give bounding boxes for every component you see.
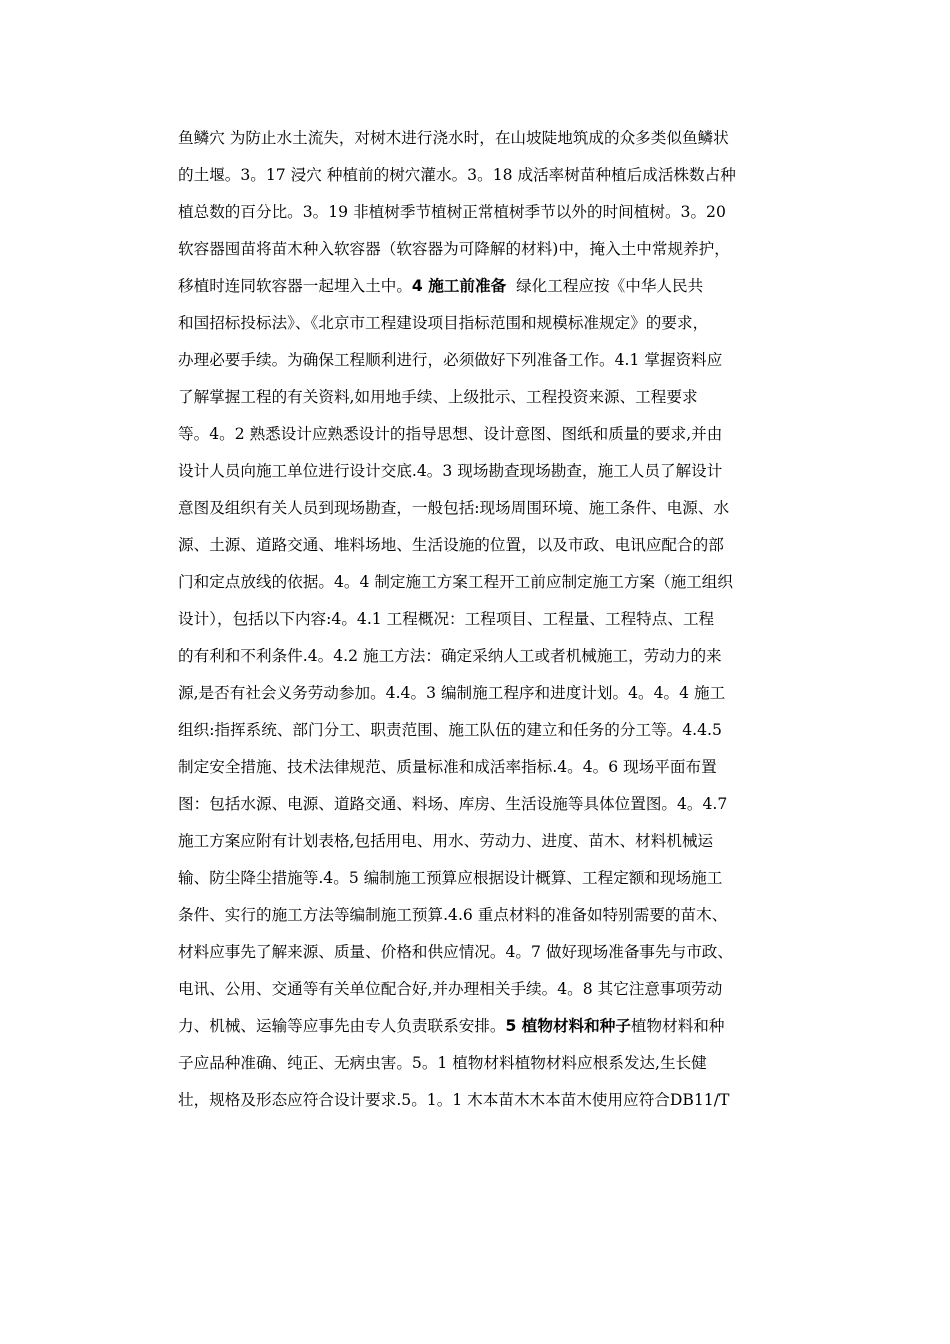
text-line-15 — [178, 638, 778, 675]
text-line-22 — [178, 897, 778, 934]
text-run: 壮，规格及形态应符合设计要求.5。1。1 木本苗木木本苗木使用应符合DB11/T — [178, 1091, 730, 1109]
text-line-24 — [178, 971, 778, 1008]
text-run: 制定安全措施、技术法律规范、质量标准和成活率指标.4。4。6 现场平面布置 — [178, 758, 717, 776]
text-run: 的土堰。3。17 浸穴 种植前的树穴灌水。3。18 成活率树苗种植后成活株数占种 — [178, 166, 736, 184]
text-line-9 — [178, 416, 778, 453]
text-run: 组织:指挥系统、部门分工、职责范围、施工队伍的建立和任务的分工等。4.4.5 — [178, 721, 722, 739]
text-line-25 — [178, 1008, 778, 1045]
text-run: 门和定点放线的依据。4。4 制定施工方案工程开工前应制定施工方案（施工组织 — [178, 573, 733, 591]
text-run: 源,是否有社会义务劳动参加。4.4。3 编制施工程序和进度计划。4。4。4 施工 — [178, 684, 726, 702]
text-run: 施工方案应附有计划表格,包括用电、用水、劳动力、进度、苗木、材料机械运 — [178, 832, 714, 850]
text-run: 的有利和不利条件.4。4.2 施工方法：确定采纳人工或者机械施工，劳动力的来 — [178, 647, 722, 665]
text-line-12 — [178, 527, 778, 564]
text-run: 设计），包括以下内容:4。4.1 工程概况：工程项目、工程量、工程特点、工程 — [178, 610, 715, 628]
text-run: 子应品种准确、纯正、无病虫害。5。1 植物材料植物材料应根系发达,生长健 — [178, 1054, 707, 1072]
text-run: 和国招标投标法》、《北京市工程建设项目指标范围和规模标准规定》的要求， — [178, 314, 709, 332]
text-line-21 — [178, 860, 778, 897]
text-run: 绿化工程应按《中华人民共 — [506, 277, 704, 295]
body-text — [178, 120, 778, 1119]
text-run: 等。4。2 熟悉设计应熟悉设计的指导思想、设计意图、图纸和质量的要求,并由 — [178, 425, 723, 443]
text-line-17 — [178, 712, 778, 749]
text-run: 了解掌握工程的有关资料,如用地手续、上级批示、工程投资来源、工程要求 — [178, 388, 698, 406]
section-heading-4: 4 施工前准备 — [411, 277, 507, 295]
text-line-11 — [178, 490, 778, 527]
text-line-16 — [178, 675, 778, 712]
text-line-20 — [178, 823, 778, 860]
text-run: 植总数的百分比。3。19 非植树季节植树正常植树季节以外的时间植树。3。20 — [178, 203, 726, 221]
text-line-27 — [178, 1082, 778, 1119]
text-run: 植物材料和种 — [630, 1017, 725, 1035]
section-heading-5: 5 植物材料和种子 — [505, 1017, 631, 1035]
text-run: 办理必要手续。为确保工程顺利进行，必须做好下列准备工作。4.1 掌握资料应 — [178, 351, 723, 369]
text-run: 移植时连同软容器一起埋入土中。 — [178, 277, 412, 295]
text-line-4 — [178, 231, 778, 268]
text-run: 材料应事先了解来源、质量、价格和供应情况。4。7 做好现场准备事先与市政、 — [178, 943, 733, 961]
text-line-8 — [178, 379, 778, 416]
text-line-1 — [178, 120, 778, 157]
text-run: 软容器囤苗将苗木种入软容器（软容器为可降解的材料)中，掩入土中常规养护， — [178, 240, 730, 258]
text-run: 鱼鳞穴 为防止水土流失，对树木进行浇水时，在山坡陡地筑成的众多类似鱼鳞状 — [178, 129, 729, 147]
text-line-6 — [178, 305, 778, 342]
text-line-5 — [178, 268, 778, 305]
text-line-26 — [178, 1045, 778, 1082]
text-run: 图：包括水源、电源、道路交通、料场、库房、生活设施等具体位置图。4。4.7 — [178, 795, 728, 813]
text-run: 输、防尘降尘措施等.4。5 编制施工预算应根据设计概算、工程定额和现场施工 — [178, 869, 723, 887]
text-line-2 — [178, 157, 778, 194]
text-run: 力、机械、运输等应事先由专人负责联系安排。 — [178, 1017, 506, 1035]
text-line-19 — [178, 786, 778, 823]
text-line-18 — [178, 749, 778, 786]
text-line-23 — [178, 934, 778, 971]
text-line-3 — [178, 194, 778, 231]
text-run: 设计人员向施工单位进行设计交底.4。3 现场勘查现场勘查，施工人员了解设计 — [178, 462, 723, 480]
text-run: 意图及组织有关人员到现场勘查，一般包括:现场周围环境、施工条件、电源、水 — [178, 499, 730, 517]
text-line-14 — [178, 601, 778, 638]
text-run: 条件、实行的施工方法等编制施工预算.4.6 重点材料的准备如特别需要的苗木、 — [178, 906, 728, 924]
text-run: 电讯、公用、交通等有关单位配合好,并办理相关手续。4。8 其它注意事项劳动 — [178, 980, 723, 998]
text-line-7 — [178, 342, 778, 379]
text-run: 源、土源、道路交通、堆料场地、生活设施的位置，以及市政、电讯应配合的部 — [178, 536, 724, 554]
text-line-13 — [178, 564, 778, 601]
text-line-10 — [178, 453, 778, 490]
